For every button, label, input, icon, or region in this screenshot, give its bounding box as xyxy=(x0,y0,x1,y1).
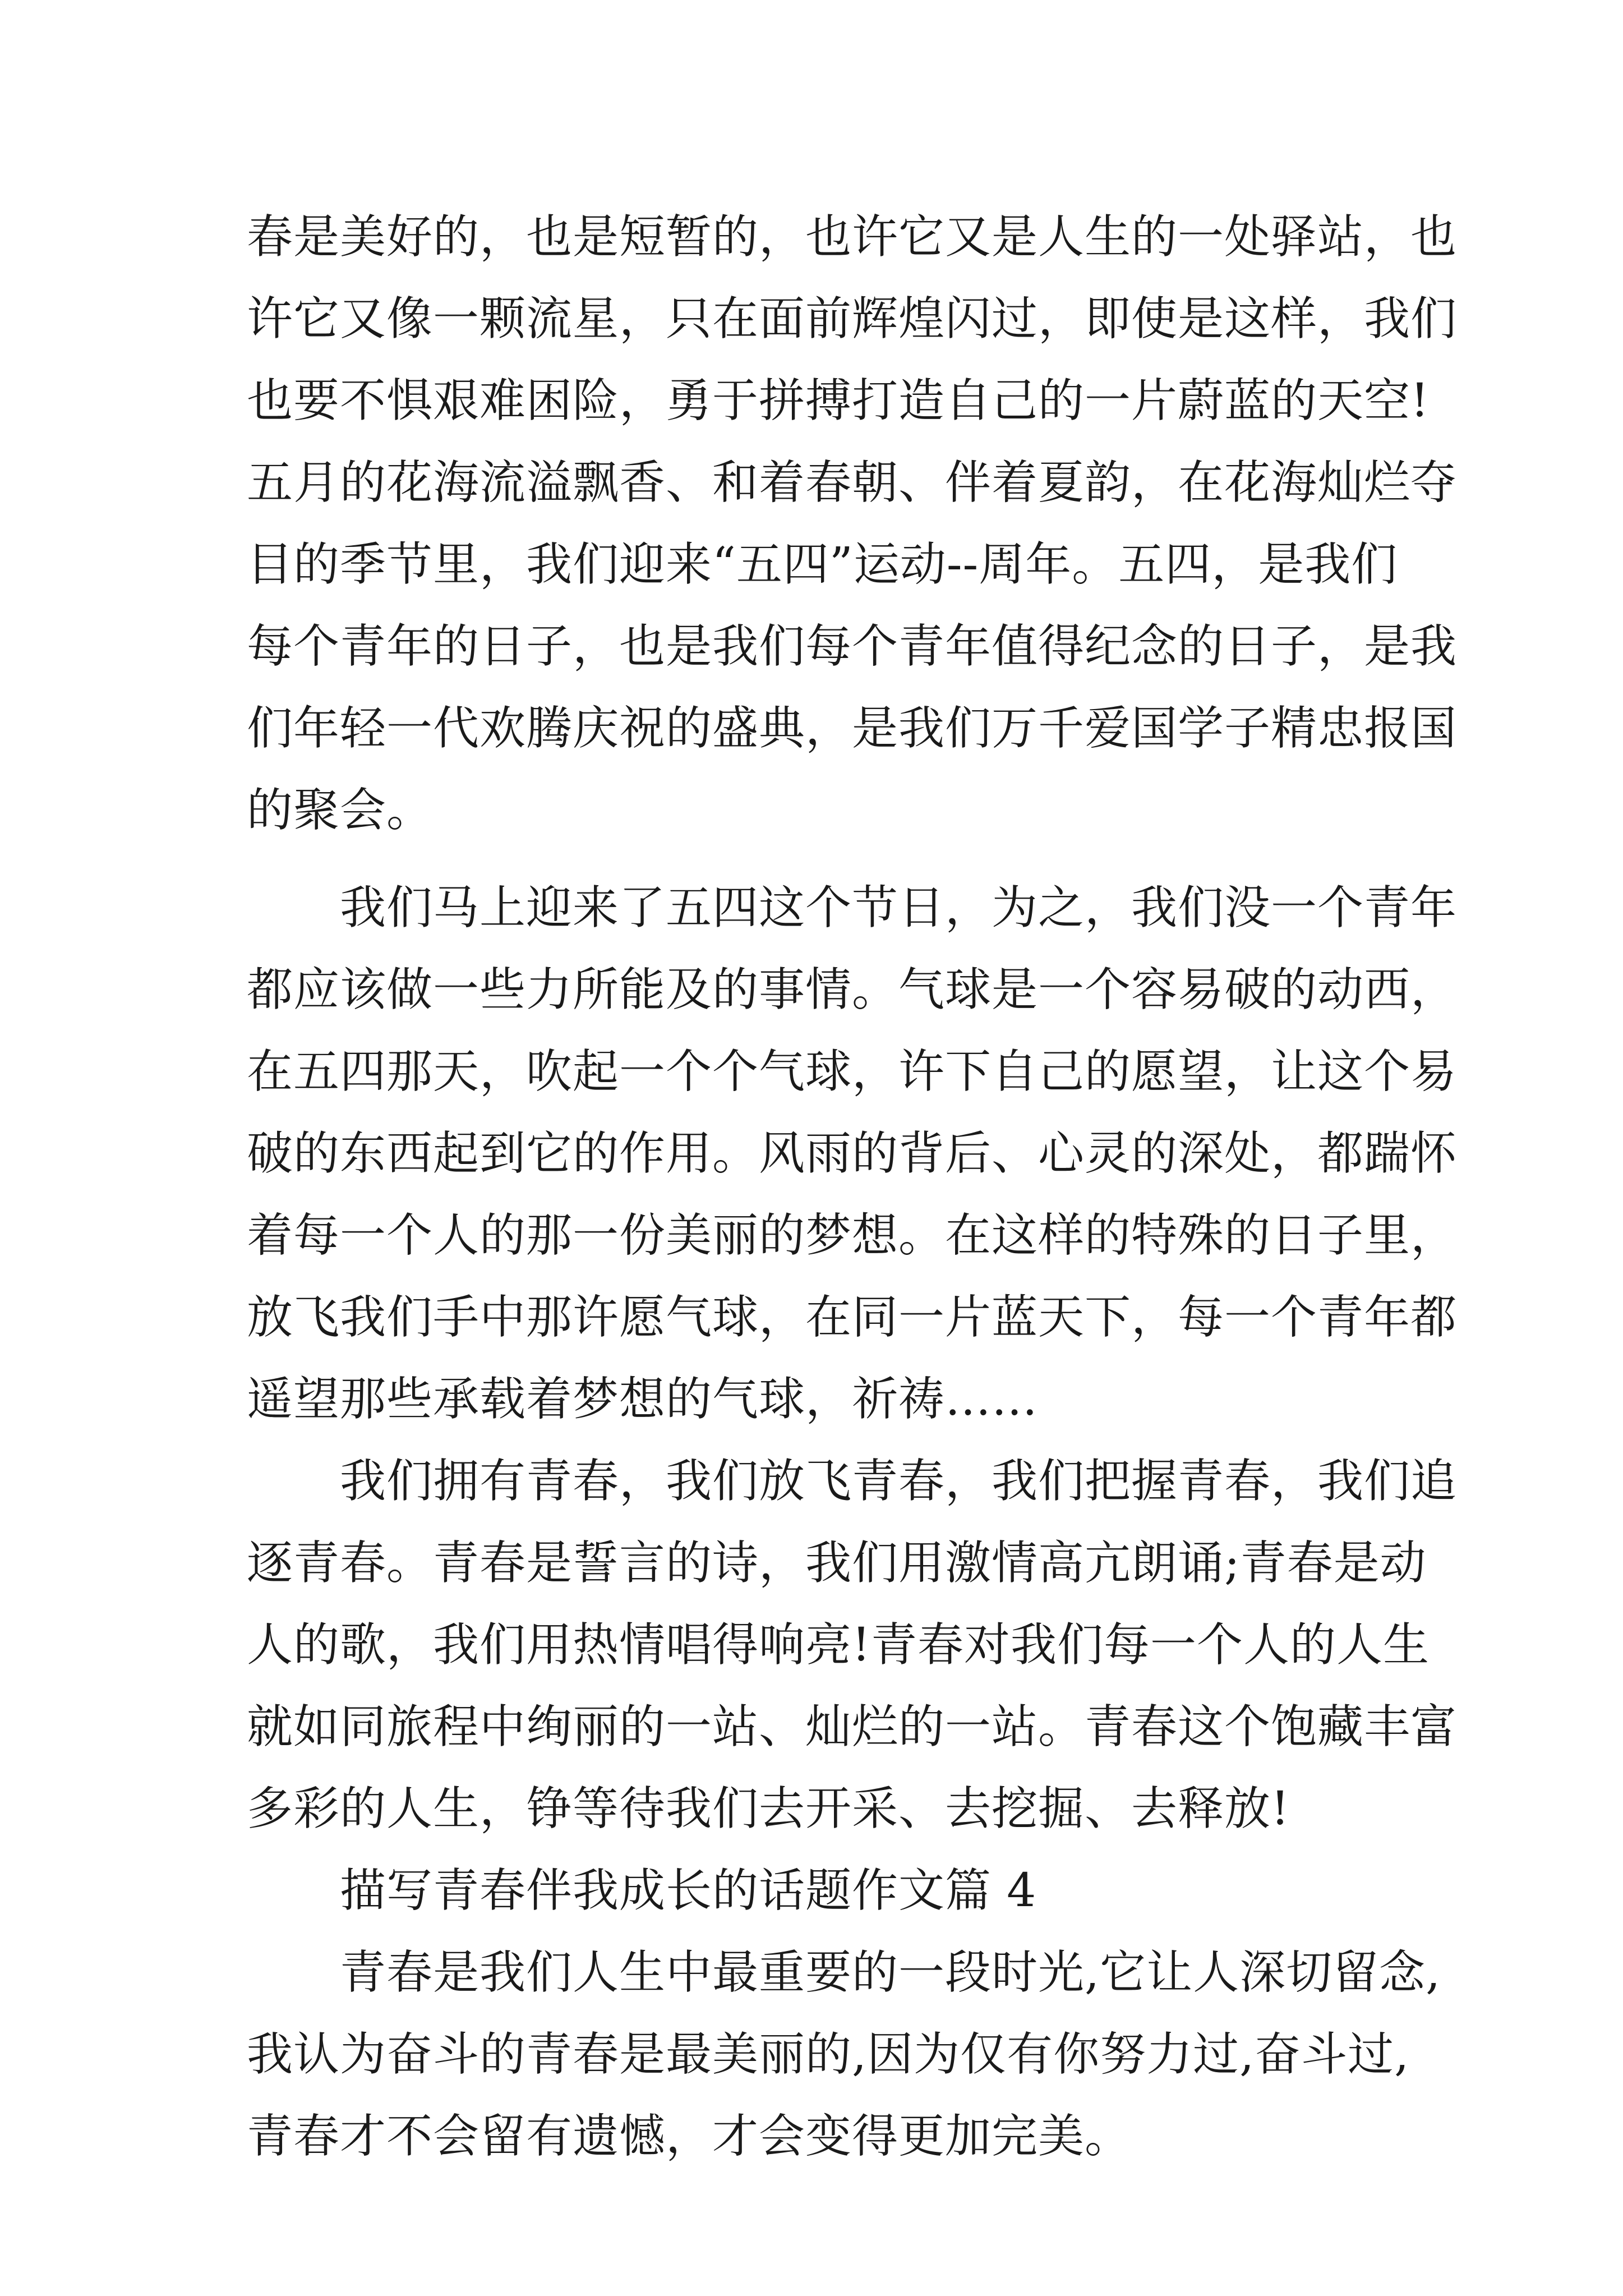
paragraph-2 xyxy=(247,867,1458,1441)
text-line: 我认为奋斗的青春是最美丽的,因为仅有你努力过,奋斗过, xyxy=(247,2028,1410,2081)
text-line: 也要不惧艰难困险，勇于拼搏打造自己的一片蔚蓝的天空! xyxy=(247,374,1430,427)
paragraph-gap xyxy=(247,852,1413,867)
text-line: 许它又像一颗流星，只在面前辉煌闪过，即使是这样，我们 xyxy=(247,292,1458,346)
text-line: 放飞我们手中那许愿气球，在同一片蓝天下，每一个青年都 xyxy=(247,1291,1458,1344)
section-heading: 描写青春伴我成长的话题作文篇 4 xyxy=(340,1864,1037,1917)
text-line: 都应该做一些力所能及的事情。气球是一个容易破的动西， xyxy=(247,963,1458,1016)
text-line: 青春才不会留有遗憾，才会变得更加完美。 xyxy=(247,2110,1132,2163)
paragraph-1 xyxy=(247,196,1458,852)
text-line: 们年轻一代欢腾庆祝的盛典，是我们万千爱国学子精忠报国 xyxy=(247,702,1458,755)
text-line: 目的季节里，我们迎来“五四”运动--周年。五四，是我们 xyxy=(247,538,1398,591)
document-body xyxy=(247,196,1458,2178)
text-line: 多彩的人生，铮等待我们去开采、去挖掘、去释放! xyxy=(247,1782,1290,1835)
text-line: 人的歌，我们用热情唱得响亮!青春对我们每一个人的人生 xyxy=(247,1618,1430,1672)
text-line: 五月的花海流溢飘香、和着春朝、伴着夏韵，在花海灿烂夺 xyxy=(247,456,1458,509)
paragraph-3 xyxy=(247,1441,1458,1850)
text-line: 青春是我们人生中最重要的一段时光,它让人深切留念, xyxy=(340,1946,1441,1999)
text-line: 遥望那些承载着梦想的气球，祈祷…… xyxy=(247,1373,1039,1426)
text-line: 在五四那天，吹起一个个气球，许下自己的愿望，让这个易 xyxy=(247,1045,1458,1098)
text-line: 就如同旅程中绚丽的一站、灿烂的一站。青春这个饱藏丰富 xyxy=(247,1700,1458,1754)
text-line: 逐青春。青春是誓言的诗，我们用激情高亢朗诵;青春是动 xyxy=(247,1536,1427,1590)
text-line: 我们拥有青春，我们放飞青春，我们把握青春，我们追 xyxy=(340,1455,1458,1508)
text-line: 每个青年的日子，也是我们每个青年值得纪念的日子，是我 xyxy=(247,620,1458,673)
text-line: 着每一个人的那一份美丽的梦想。在这样的特殊的日子里， xyxy=(247,1209,1458,1262)
text-line: 的聚会。 xyxy=(247,784,434,837)
text-line: 春是美好的，也是短暂的，也许它又是人生的一处驿站，也 xyxy=(247,210,1458,264)
text-line: 破的东西起到它的作用。风雨的背后、心灵的深处，都踹怀 xyxy=(247,1127,1458,1180)
text-line: 我们马上迎来了五四这个节日，为之，我们没一个青年 xyxy=(340,881,1458,935)
paragraph-4 xyxy=(247,1932,1441,2178)
